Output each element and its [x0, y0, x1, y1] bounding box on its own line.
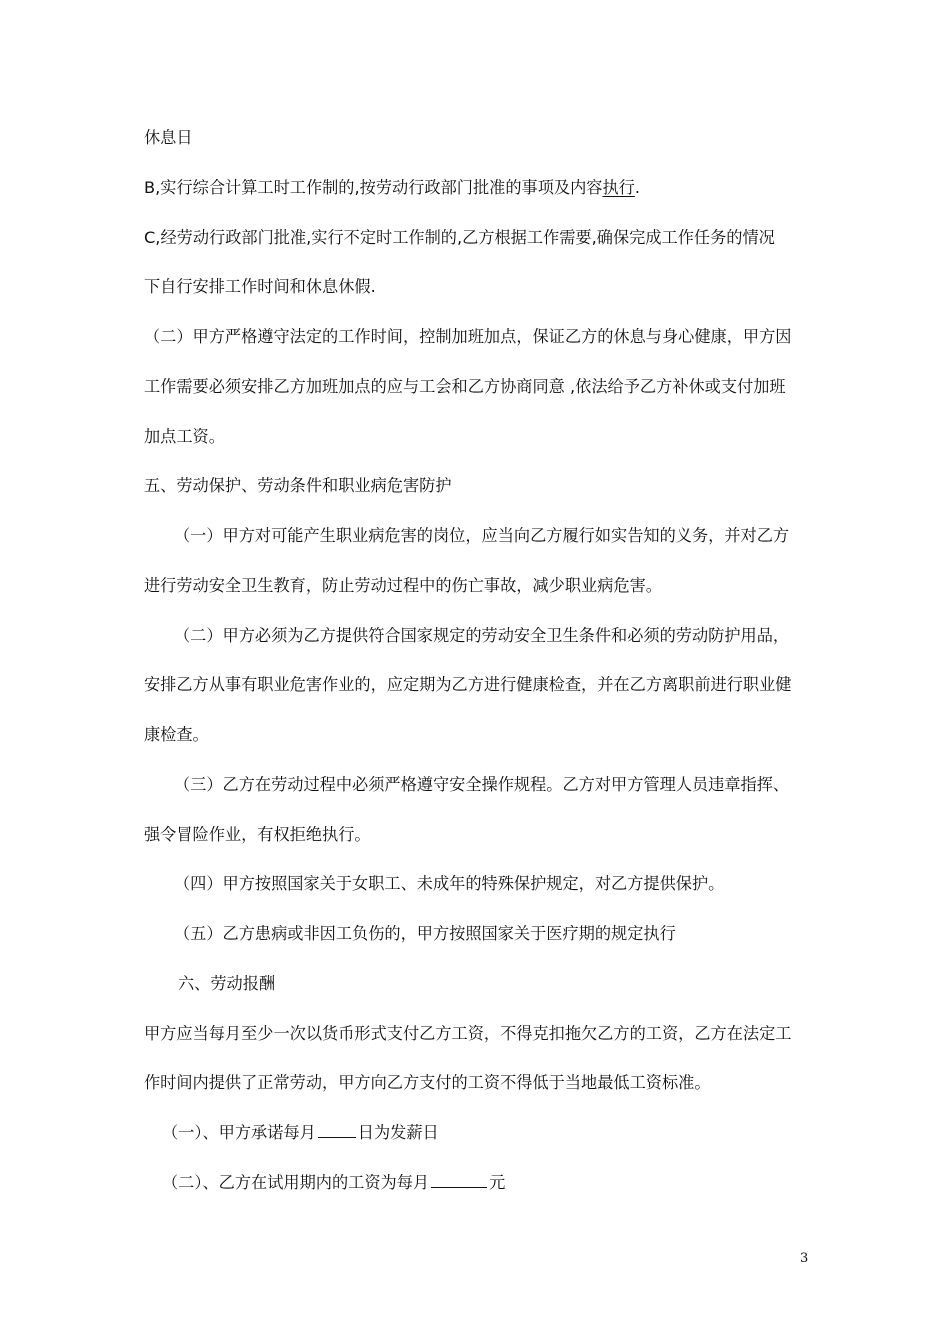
- section-heading: 六、劳动报酬: [178, 974, 276, 993]
- text-line: 休息日: [144, 128, 193, 147]
- text-line: 强令冒险作业，有权拒绝执行。: [144, 825, 371, 844]
- fill-in-blank: [318, 1119, 356, 1138]
- text-line: 进行劳动安全卫生教育，防止劳动过程中的伤亡事故，减少职业病危害。: [144, 576, 662, 595]
- text-line: C,经劳动行政部门批准,实行不定时工作制的,乙方根据工作需要,确保完成工作任务的情况: [144, 228, 775, 247]
- text-line: B,实行综合计算工时工作制的,按劳动行政部门批准的事项及内容执行.: [144, 178, 640, 197]
- text-line: 安排乙方从事有职业危害作业的，应定期为乙方进行健康检查，并在乙方离职前进行职业健: [144, 675, 792, 694]
- text-line: （五）乙方患病或非因工负伤的，甲方按照国家关于医疗期的规定执行: [174, 924, 676, 943]
- text-line: 下自行安排工作时间和休息休假.: [144, 277, 376, 296]
- page-number: 3: [800, 1251, 809, 1266]
- text-line: （三）乙方在劳动过程中必须严格遵守安全操作规程。乙方对甲方管理人员违章指挥、: [174, 775, 790, 794]
- text-line: 作时间内提供了正常劳动，甲方向乙方支付的工资不得低于当地最低工资标准。: [144, 1073, 711, 1092]
- text-line: （一）甲方对可能产生职业病危害的岗位，应当向乙方履行如实告知的义务，并对乙方: [174, 526, 790, 545]
- text-line: 康检查。: [144, 725, 209, 744]
- text-line: 甲方应当每月至少一次以货币形式支付乙方工资，不得克扣拖欠乙方的工资，乙方在法定工: [144, 1024, 792, 1043]
- text-line: （二）、乙方在试用期内的工资为每月 元: [162, 1169, 842, 1197]
- text-line: （一）、甲方承诺每月 日为发薪日: [162, 1119, 842, 1147]
- underlined-text: 执行: [602, 178, 635, 197]
- text-line: （二）甲方必须为乙方提供符合国家规定的劳动安全卫生条件和必须的劳动防护用品，: [174, 626, 790, 645]
- text-line: 加点工资。: [144, 427, 225, 446]
- fill-in-blank: [431, 1169, 487, 1188]
- text-line: （二）甲方严格遵守法定的工作时间，控制加班加点，保证乙方的休息与身心健康，甲方因: [144, 327, 792, 346]
- text-line: （四）甲方按照国家关于女职工、未成年的特殊保护规定，对乙方提供保护。: [174, 874, 725, 893]
- section-heading: 五、劳动保护、劳动条件和职业病危害防护: [144, 476, 452, 495]
- text-line: 工作需要必须安排乙方加班加点的应与工会和乙方协商同意 ,依法给予乙方补休或支付加班: [144, 377, 786, 396]
